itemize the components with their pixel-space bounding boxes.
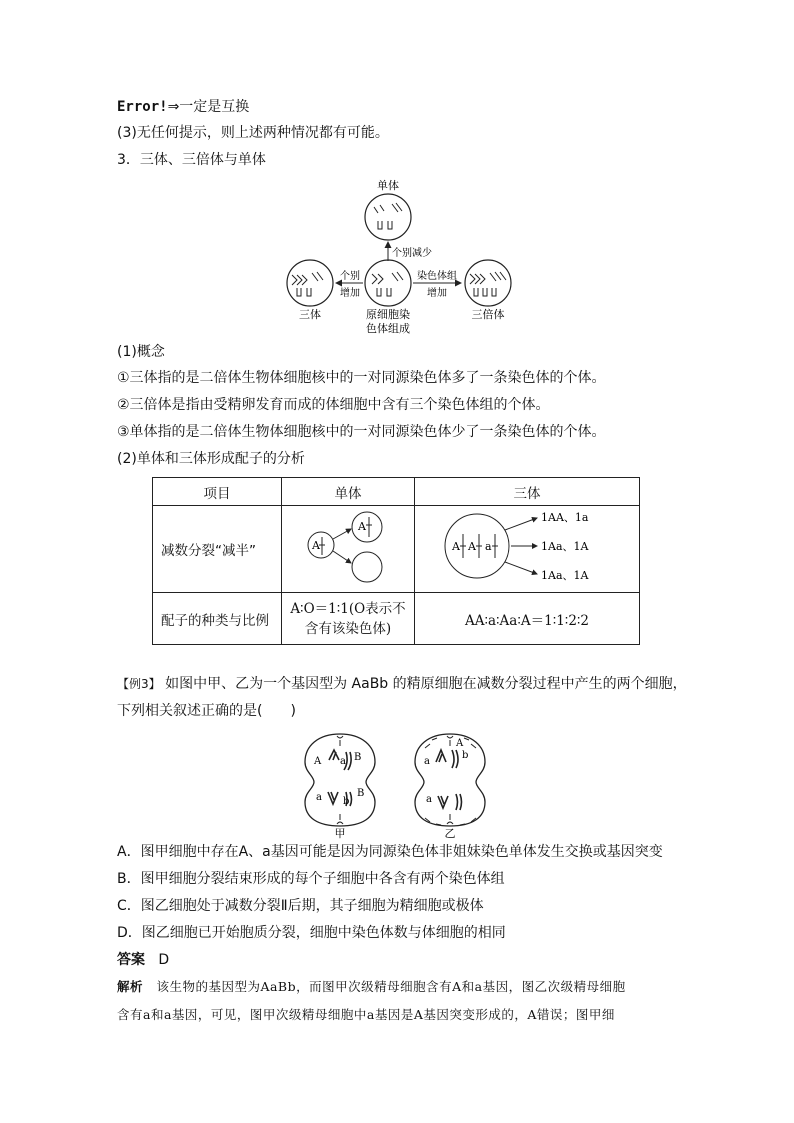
table-header-tri: 三体 — [415, 478, 640, 506]
tri-diagram-cell — [415, 506, 640, 593]
left-label: 三体 — [299, 308, 321, 321]
example-stem-2: 下列相关叙述正确的是( ) — [117, 703, 296, 719]
original-cell — [365, 260, 411, 306]
concept-2: ②三倍体是指由受精卵发育而成的体细胞中含有三个染色体组的个体。 — [117, 397, 550, 413]
answer-label: 答案 — [117, 952, 145, 968]
row-meiosis-label: 减数分裂“减半” — [153, 506, 282, 593]
error-line — [117, 98, 249, 116]
analysis-heading: (2)单体和三体形成配子的分析 — [117, 451, 305, 467]
svg-text:a: a — [340, 756, 346, 767]
concept-heading: (1)概念 — [117, 344, 165, 360]
svg-text:a: a — [316, 792, 322, 803]
analysis-line-2: 含有a和a基因，可见，图甲次级精母细胞中a基因是A基因突变形成的，A错误；图甲细 — [117, 1007, 615, 1022]
svg-text:A: A — [468, 540, 476, 553]
tri-gamete-3: 1Aa、1A — [541, 569, 589, 582]
monosomy-meiosis-diagram — [303, 507, 393, 587]
arrow-right-label-2: 增加 — [427, 288, 447, 299]
example-stem-text: 如图中甲、乙为一个基因型为 AaBb 的精原细胞在减数分裂过程中产生的两个细胞， — [165, 676, 687, 692]
example-stem-1 — [117, 675, 687, 693]
figure-label-right: 乙 — [444, 827, 456, 839]
svg-text:a: a — [426, 794, 432, 805]
center-label-2: 色体组成 — [366, 322, 410, 335]
section-3-title: 3．三体、三倍体与单体 — [117, 152, 266, 168]
chromosome-variation-diagram — [280, 175, 540, 335]
mono-diagram-cell — [282, 506, 415, 593]
row-gamete-label: 配子的种类与比例 — [153, 593, 282, 645]
tri-ratio: AA∶a∶Aa∶A＝1∶1∶2∶2 — [415, 593, 640, 645]
table-header-mono: 单体 — [282, 478, 415, 506]
monosomy-cell — [365, 194, 411, 240]
cell-division-figure — [300, 724, 500, 839]
answer-value: D — [158, 952, 170, 968]
answer-line — [117, 951, 169, 969]
svg-text:a: a — [424, 756, 430, 767]
figure-label-left: 甲 — [334, 827, 346, 839]
arrow-left-label-1: 个别 — [340, 271, 360, 282]
error-rest: ⇒一定是互换 — [167, 99, 250, 115]
svg-text:b: b — [343, 796, 350, 807]
option-b: B．图甲细胞分裂结束形成的每个子细胞中各含有两个染色体组 — [117, 871, 505, 887]
tri-gamete-2: 1Aa、1A — [541, 540, 589, 553]
mono-letter-parent: A — [312, 539, 320, 552]
right-label: 三倍体 — [471, 308, 505, 321]
arrow-right-label-1: 染色体组 — [417, 271, 457, 282]
center-label-1: 原细胞染 — [366, 308, 410, 321]
svg-text:A: A — [452, 540, 460, 553]
triploid-cell — [465, 260, 511, 306]
top-label: 单体 — [377, 179, 399, 192]
analysis-text-1: 该生物的基因型为AaBb，而图甲次级精母细胞含有A和a基因，图乙次级精母细胞 — [156, 979, 626, 994]
table-header-item: 项目 — [153, 478, 282, 506]
svg-text:B: B — [354, 752, 362, 763]
analysis-line-1 — [117, 978, 626, 996]
arrow-up-label: 个别减少 — [392, 248, 432, 259]
tri-gamete-1: 1AA、1a — [541, 511, 589, 524]
note-3: (3)无任何提示，则上述两种情况都有可能。 — [117, 125, 389, 141]
svg-text:A: A — [456, 738, 464, 749]
option-d: D．图乙细胞已开始胞质分裂，细胞中染色体数与体细胞的相同 — [117, 925, 506, 941]
mono-letter-gamete: A — [358, 520, 366, 533]
concept-1: ①三体指的是二倍体生物体细胞核中的一对同源染色体多了一条染色体的个体。 — [117, 370, 606, 386]
arrow-left-label-2: 增加 — [340, 288, 360, 299]
svg-text:a: a — [485, 540, 492, 553]
svg-text:A: A — [314, 756, 322, 767]
mono-ratio: A∶O＝1∶1(O表示不含有该染色体) — [282, 593, 415, 645]
example-tag: 【例3】 — [117, 677, 161, 691]
trisomy-meiosis-diagram — [427, 506, 627, 588]
svg-text:B: B — [357, 788, 365, 799]
error-text: Error! — [117, 99, 168, 115]
gamete-analysis-table — [152, 477, 640, 645]
option-a: A．图甲细胞中存在A、a基因可能是因为同源染色体非姐妹染色单体发生交换或基因突变 — [117, 844, 663, 860]
option-c: C．图乙细胞处于减数分裂Ⅱ后期，其子细胞为精细胞或极体 — [117, 898, 484, 914]
svg-text:b: b — [462, 750, 469, 761]
analysis-label: 解析 — [117, 979, 144, 994]
concept-3: ③单体指的是二倍体生物体细胞核中的一对同源染色体少了一条染色体的个体。 — [117, 424, 606, 440]
